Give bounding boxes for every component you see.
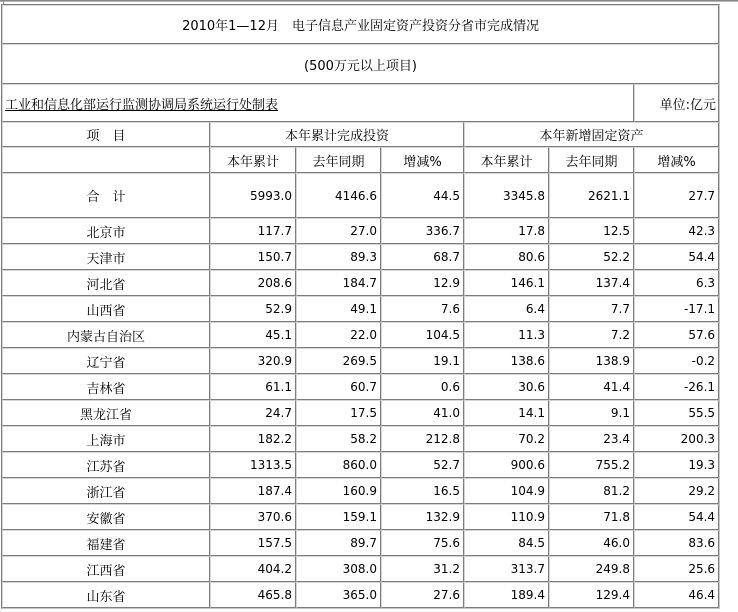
value-cell: 2621.1 bbox=[549, 173, 634, 218]
value-cell: 52.2 bbox=[549, 244, 634, 270]
value-cell: 12.9 bbox=[381, 270, 464, 296]
region-name-cell: 上海市 bbox=[2, 426, 210, 452]
subtitle-row bbox=[2, 44, 719, 84]
value-cell: 58.2 bbox=[296, 426, 381, 452]
value-cell: 320.9 bbox=[210, 348, 296, 374]
value-cell: 187.4 bbox=[210, 478, 296, 504]
value-cell: 25.6 bbox=[634, 556, 719, 582]
value-cell: 27.7 bbox=[634, 173, 719, 218]
value-cell: 19.1 bbox=[381, 348, 464, 374]
value-cell: 41.4 bbox=[549, 374, 634, 400]
table-row bbox=[2, 452, 719, 478]
value-cell: 0.6 bbox=[381, 374, 464, 400]
info-row bbox=[2, 84, 719, 122]
value-cell: 52.7 bbox=[381, 452, 464, 478]
value-cell: 313.7 bbox=[464, 556, 549, 582]
value-cell: 83.6 bbox=[634, 530, 719, 556]
value-cell: 7.2 bbox=[549, 322, 634, 348]
table-row bbox=[2, 582, 719, 608]
value-cell: 16.5 bbox=[381, 478, 464, 504]
table-row bbox=[2, 374, 719, 400]
value-cell: 104.5 bbox=[381, 322, 464, 348]
value-cell: 54.4 bbox=[634, 244, 719, 270]
value-cell: 9.1 bbox=[549, 400, 634, 426]
value-cell: 89.3 bbox=[296, 244, 381, 270]
title-row bbox=[2, 5, 719, 44]
subheader-prev-year: 去年同期 bbox=[549, 147, 634, 173]
region-name-cell: 河北省 bbox=[2, 270, 210, 296]
page-title: 2010年1—12月 电子信息产业固定资产投资分省市完成情况 bbox=[2, 5, 719, 44]
value-cell: 159.1 bbox=[296, 504, 381, 530]
value-cell: 129.4 bbox=[549, 582, 634, 608]
region-name-cell: 吉林省 bbox=[2, 374, 210, 400]
value-cell: 46.4 bbox=[634, 582, 719, 608]
value-cell: 61.1 bbox=[210, 374, 296, 400]
table-row bbox=[2, 400, 719, 426]
region-name-cell: 福建省 bbox=[2, 530, 210, 556]
data-table-body bbox=[2, 5, 719, 608]
subheader-change-pct: 增减% bbox=[634, 147, 719, 173]
table-row bbox=[2, 244, 719, 270]
region-name-cell: 北京市 bbox=[2, 218, 210, 244]
value-cell: 465.8 bbox=[210, 582, 296, 608]
value-cell: 11.3 bbox=[464, 322, 549, 348]
value-cell: 70.2 bbox=[464, 426, 549, 452]
value-cell: 27.6 bbox=[381, 582, 464, 608]
subheader-current-total: 本年累计 bbox=[210, 147, 296, 173]
unit-label: 单位:亿元 bbox=[634, 84, 719, 122]
value-cell: -0.2 bbox=[634, 348, 719, 374]
page-subtitle: (500万元以上项目) bbox=[2, 44, 719, 84]
value-cell: 370.6 bbox=[210, 504, 296, 530]
value-cell: 182.2 bbox=[210, 426, 296, 452]
value-cell: 14.1 bbox=[464, 400, 549, 426]
value-cell: 6.4 bbox=[464, 296, 549, 322]
value-cell: 22.0 bbox=[296, 322, 381, 348]
region-name-cell: 合 计 bbox=[2, 173, 210, 218]
table-row bbox=[2, 478, 719, 504]
value-cell: 55.5 bbox=[634, 400, 719, 426]
value-cell: 29.2 bbox=[634, 478, 719, 504]
value-cell: 17.5 bbox=[296, 400, 381, 426]
value-cell: 49.1 bbox=[296, 296, 381, 322]
investment-report-table bbox=[1, 4, 720, 609]
table-row bbox=[2, 530, 719, 556]
value-cell: -17.1 bbox=[634, 296, 719, 322]
table-row bbox=[2, 218, 719, 244]
value-cell: 54.4 bbox=[634, 504, 719, 530]
subheader-change-pct: 增减% bbox=[381, 147, 464, 173]
table-row bbox=[2, 322, 719, 348]
value-cell: 17.8 bbox=[464, 218, 549, 244]
value-cell: 23.4 bbox=[549, 426, 634, 452]
value-cell: 3345.8 bbox=[464, 173, 549, 218]
value-cell: 30.6 bbox=[464, 374, 549, 400]
value-cell: 117.7 bbox=[210, 218, 296, 244]
value-cell: 1313.5 bbox=[210, 452, 296, 478]
header-project: 项 目 bbox=[2, 122, 210, 147]
value-cell: 75.6 bbox=[381, 530, 464, 556]
value-cell: 84.5 bbox=[464, 530, 549, 556]
prepared-by-link[interactable]: 工业和信息化部运行监测协调局系统运行处制表 bbox=[5, 97, 279, 113]
value-cell: 57.6 bbox=[634, 322, 719, 348]
region-name-cell: 江西省 bbox=[2, 556, 210, 582]
value-cell: 41.0 bbox=[381, 400, 464, 426]
value-cell: 80.6 bbox=[464, 244, 549, 270]
value-cell: 45.1 bbox=[210, 322, 296, 348]
value-cell: 200.3 bbox=[634, 426, 719, 452]
value-cell: 146.1 bbox=[464, 270, 549, 296]
subheader-current-total: 本年累计 bbox=[464, 147, 549, 173]
value-cell: 860.0 bbox=[296, 452, 381, 478]
value-cell: 81.2 bbox=[549, 478, 634, 504]
value-cell: 184.7 bbox=[296, 270, 381, 296]
value-cell: 7.6 bbox=[381, 296, 464, 322]
value-cell: 60.7 bbox=[296, 374, 381, 400]
region-name-cell: 浙江省 bbox=[2, 478, 210, 504]
region-name-cell: 内蒙古自治区 bbox=[2, 322, 210, 348]
value-cell: 336.7 bbox=[381, 218, 464, 244]
region-name-cell: 山西省 bbox=[2, 296, 210, 322]
value-cell: 4146.6 bbox=[296, 173, 381, 218]
value-cell: 269.5 bbox=[296, 348, 381, 374]
value-cell: 132.9 bbox=[381, 504, 464, 530]
region-name-cell: 江苏省 bbox=[2, 452, 210, 478]
value-cell: 160.9 bbox=[296, 478, 381, 504]
value-cell: 900.6 bbox=[464, 452, 549, 478]
value-cell: 150.7 bbox=[210, 244, 296, 270]
table-row bbox=[2, 296, 719, 322]
table-row bbox=[2, 504, 719, 530]
value-cell: 157.5 bbox=[210, 530, 296, 556]
region-name-cell: 安徽省 bbox=[2, 504, 210, 530]
value-cell: 404.2 bbox=[210, 556, 296, 582]
header-empty-cell bbox=[2, 147, 210, 173]
value-cell: 52.9 bbox=[210, 296, 296, 322]
value-cell: 755.2 bbox=[549, 452, 634, 478]
value-cell: 27.0 bbox=[296, 218, 381, 244]
table-row bbox=[2, 426, 719, 452]
value-cell: 44.5 bbox=[381, 173, 464, 218]
header-row-groups bbox=[2, 122, 719, 147]
header-row-sub bbox=[2, 147, 719, 173]
value-cell: 6.3 bbox=[634, 270, 719, 296]
subheader-prev-year: 去年同期 bbox=[296, 147, 381, 173]
table-row bbox=[2, 556, 719, 582]
value-cell: 110.9 bbox=[464, 504, 549, 530]
value-cell: 138.9 bbox=[549, 348, 634, 374]
value-cell: 208.6 bbox=[210, 270, 296, 296]
value-cell: 5993.0 bbox=[210, 173, 296, 218]
prepared-by-cell bbox=[2, 84, 634, 122]
value-cell: 212.8 bbox=[381, 426, 464, 452]
table-row bbox=[2, 270, 719, 296]
value-cell: 89.7 bbox=[296, 530, 381, 556]
value-cell: 365.0 bbox=[296, 582, 381, 608]
value-cell: 137.4 bbox=[549, 270, 634, 296]
value-cell: 189.4 bbox=[464, 582, 549, 608]
value-cell: 19.3 bbox=[634, 452, 719, 478]
total-row bbox=[2, 173, 719, 218]
region-name-cell: 山东省 bbox=[2, 582, 210, 608]
header-group-new-assets: 本年新增固定资产 bbox=[464, 122, 719, 147]
value-cell: 24.7 bbox=[210, 400, 296, 426]
value-cell: 46.0 bbox=[549, 530, 634, 556]
value-cell: 31.2 bbox=[381, 556, 464, 582]
value-cell: 249.8 bbox=[549, 556, 634, 582]
top-remnant-border bbox=[0, 0, 738, 2]
value-cell: 308.0 bbox=[296, 556, 381, 582]
value-cell: 7.7 bbox=[549, 296, 634, 322]
header-group-investment: 本年累计完成投资 bbox=[210, 122, 464, 147]
value-cell: 68.7 bbox=[381, 244, 464, 270]
value-cell: 71.8 bbox=[549, 504, 634, 530]
region-name-cell: 天津市 bbox=[2, 244, 210, 270]
region-name-cell: 辽宁省 bbox=[2, 348, 210, 374]
value-cell: -26.1 bbox=[634, 374, 719, 400]
value-cell: 12.5 bbox=[549, 218, 634, 244]
value-cell: 42.3 bbox=[634, 218, 719, 244]
value-cell: 138.6 bbox=[464, 348, 549, 374]
table-row bbox=[2, 348, 719, 374]
value-cell: 104.9 bbox=[464, 478, 549, 504]
region-name-cell: 黑龙江省 bbox=[2, 400, 210, 426]
